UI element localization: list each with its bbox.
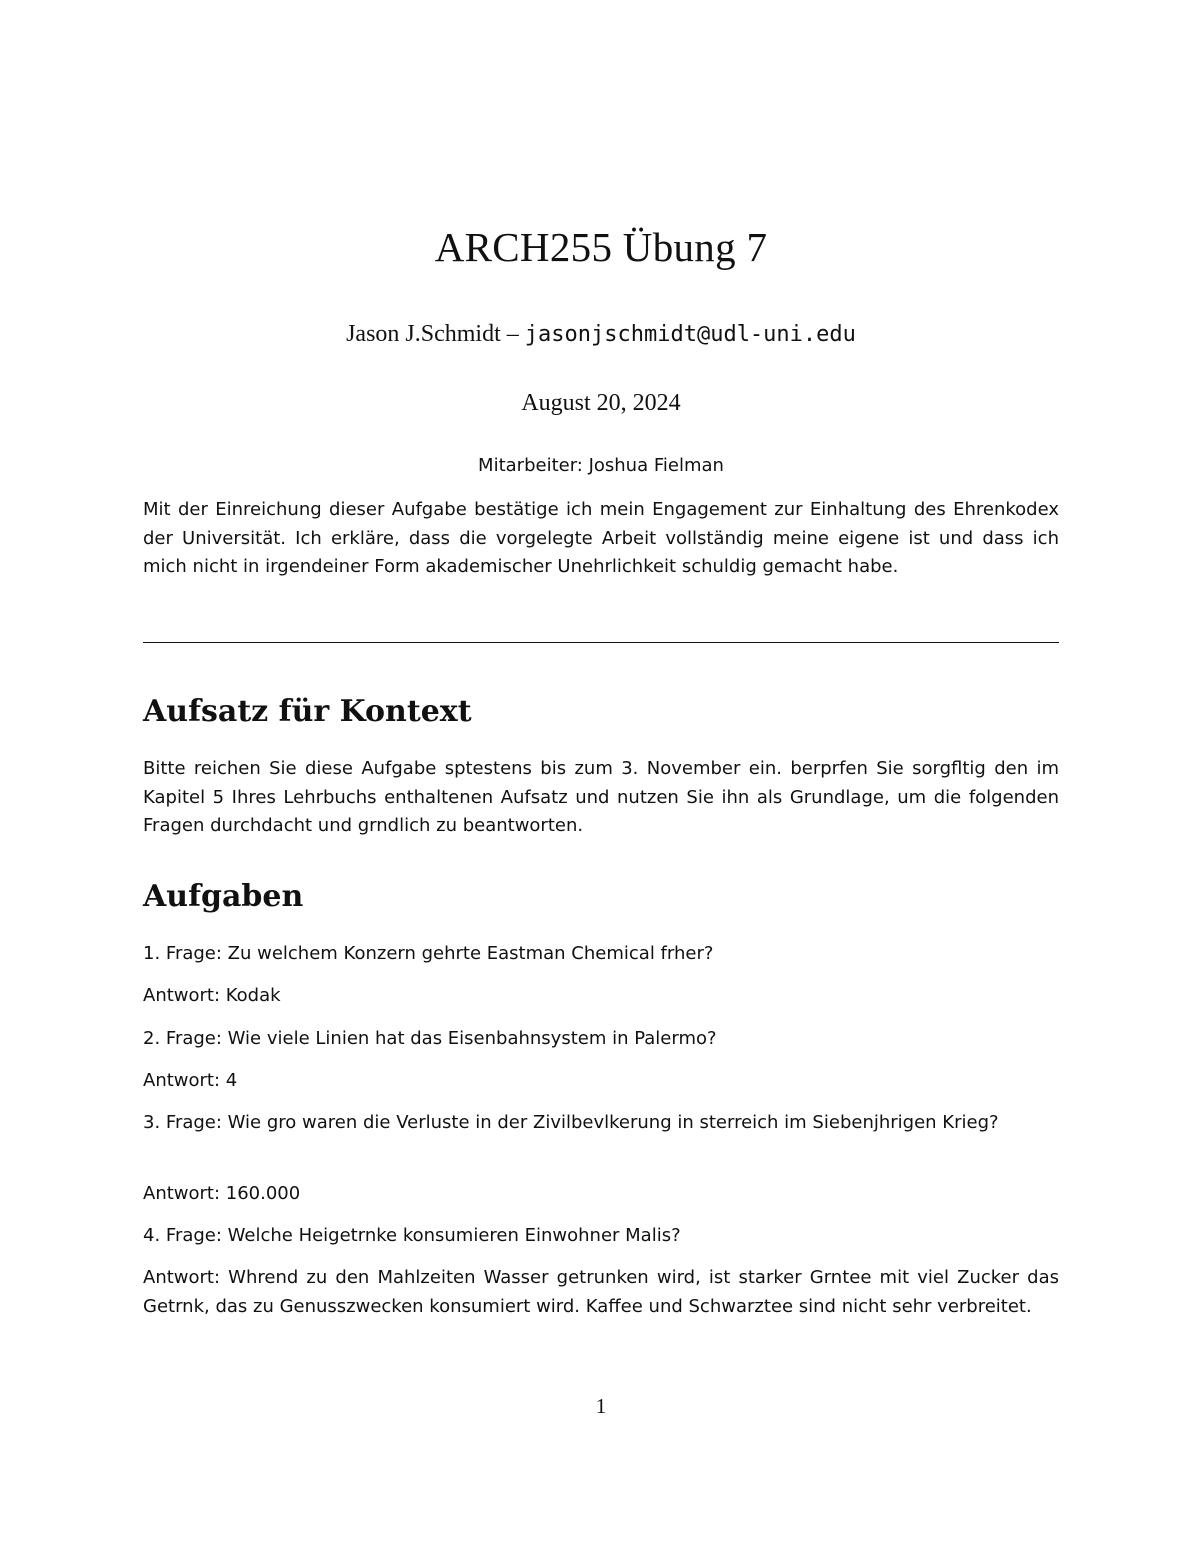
context-body: Bitte reichen Sie diese Aufgabe sptestens bis zum 3. November ein. berprfen Sie sorgfltig den im Kapitel 5 Ihres Lehrbuchs enthaltenen Aufsatz und nutzen Sie ihn als Grundlage, um die folgenden Fragen durchdacht und grndlich zu beantworten. xyxy=(143,758,1059,836)
author-name: Jason J.Schmidt xyxy=(346,321,501,347)
document-title: ARCH255 Übung 7 xyxy=(434,224,768,270)
answer-4: Antwort: Whrend zu den Mahlzeiten Wasser getrunken wird, ist starker Grntee mit viel Zucker das Getrnk, das zu Genusszwecken konsumiert wird. Kaffee und Schwarztee sind nicht sehr verbreitet. xyxy=(143,1267,1059,1317)
context-heading: Aufsatz für Kontext xyxy=(143,694,472,729)
author-email: jasonjschmidt@udl-uni.edu xyxy=(524,322,856,347)
question-3: 3. Frage: Wie gro waren die Verluste in der Zivilbevlkerung in sterreich im Siebenjhrigen Krieg? xyxy=(143,1112,999,1133)
tasks-heading: Aufgaben xyxy=(143,879,304,914)
collaborator-line: Mitarbeiter: Joshua Fielman xyxy=(478,455,724,476)
question-4: 4. Frage: Welche Heigetrnke konsumieren Einwohner Malis? xyxy=(143,1225,681,1246)
document-page xyxy=(143,0,1059,1553)
horizontal-rule xyxy=(143,642,1059,643)
document-date: August 20, 2024 xyxy=(521,390,681,416)
question-1: 1. Frage: Zu welchem Konzern gehrte Eastman Chemical frher? xyxy=(143,943,714,964)
author-line xyxy=(143,318,1059,351)
answer-3: Antwort: 160.000 xyxy=(143,1183,301,1204)
author-separator: – xyxy=(506,321,519,347)
answer-2: Antwort: 4 xyxy=(143,1070,238,1091)
answer-1: Antwort: Kodak xyxy=(143,985,281,1006)
question-2: 2. Frage: Wie viele Linien hat das Eisenbahnsystem in Palermo? xyxy=(143,1028,717,1049)
page-number: 1 xyxy=(595,1394,607,1418)
honor-statement: Mit der Einreichung dieser Aufgabe bestätige ich mein Engagement zur Einhaltung des Ehrenkodex der Universität. Ich erkläre, dass die vorgelegte Arbeit vollständig meine eigene ist und dass ich mich nicht in irgendeiner Form akademischer Unehrlichkeit schuldig gemacht habe. xyxy=(143,499,1059,577)
